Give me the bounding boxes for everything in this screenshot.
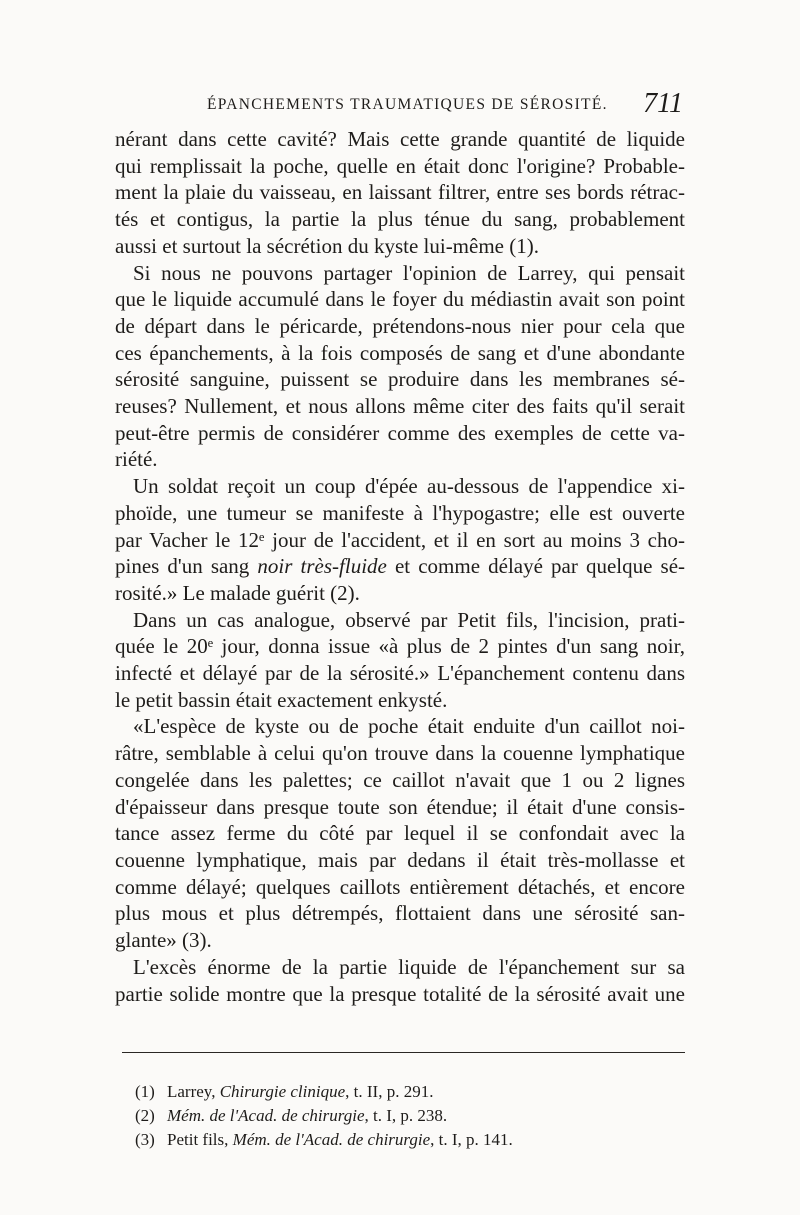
text-line: infecté et délayé par de la sérosité.» L'épanchement contenu dans <box>115 661 685 686</box>
text-line: d'épaisseur dans presque toute son étendue; il était d'une consis- <box>115 794 685 819</box>
page-header <box>115 88 685 120</box>
paragraph-1 <box>115 126 685 260</box>
text-line: rosité.» Le malade guérit (2). <box>115 580 360 605</box>
footnote-text: Petit fils, <box>167 1130 233 1149</box>
italic-run: noir très-fluide <box>257 554 387 579</box>
footnote-text: Larrey, <box>167 1082 220 1101</box>
running-title: ÉPANCHEMENTS TRAUMATIQUES DE SÉROSITÉ. <box>207 96 608 113</box>
footnotes <box>135 1080 675 1152</box>
footnote-2 <box>135 1104 675 1128</box>
text-line: tance assez ferme du côté par lequel il se confondait avec la <box>115 821 685 846</box>
footnote-text: , t. II, p. 291. <box>345 1082 434 1101</box>
text-line: râtre, semblable à celui qu'on trouve dans la couenne lymphatique <box>115 741 685 766</box>
footnote-3 <box>135 1128 675 1152</box>
footnote-text: , t. I, p. 238. <box>364 1106 448 1125</box>
text-line: de départ dans le péricarde, prétendons-nous nier pour cela que <box>115 313 685 338</box>
paragraph-5 <box>115 713 685 953</box>
text-line: qui remplissait la poche, quelle en était donc l'origine? Probable- <box>115 153 685 178</box>
text-line: comme délayé; quelques caillots entièrement détachés, et encore <box>115 874 685 899</box>
text-line: «L'espèce de kyste ou de poche était enduite d'un caillot noi- <box>133 714 685 739</box>
text-line: aussi et surtout la sécrétion du kyste lui-même (1). <box>115 233 539 258</box>
paragraph-4 <box>115 607 685 714</box>
footnote-1 <box>135 1080 675 1104</box>
body-text <box>115 126 685 1007</box>
text-run: et comme délayé par quelque sé- <box>386 554 686 579</box>
text-line: le petit bassin était exactement enkysté. <box>115 687 448 712</box>
text-line: Dans un cas analogue, observé par Petit fils, l'incision, prati- <box>133 607 685 632</box>
text-run: pines d'un sang <box>115 554 258 579</box>
footnote-text: , t. I, p. 141. <box>430 1130 513 1149</box>
text-line: reuses? Nullement, et nous allons même citer des faits qu'il serait <box>115 394 685 419</box>
text-line: riété. <box>115 447 158 472</box>
text-line: glante» (3). <box>115 928 212 953</box>
text-line: par Vacher le 12ᵉ jour de l'accident, et il en sort au moins 3 cho- <box>115 527 685 552</box>
text-line: L'excès énorme de la partie liquide de l'épanchement sur sa <box>133 954 685 979</box>
text-line: Un soldat reçoit un coup d'épée au-dessous de l'appendice xi- <box>133 474 685 499</box>
footnote-number: (1) <box>135 1082 155 1101</box>
text-line: nérant dans cette cavité? Mais cette grande quantité de liquide <box>115 127 685 151</box>
paragraph-3 <box>115 473 685 607</box>
text-line: plus mous et plus détrempés, flottaient dans une sérosité san- <box>115 901 685 926</box>
footnote-italic: Mém. de l'Acad. de chirurgie <box>167 1106 365 1125</box>
text-line: ment la plaie du vaisseau, en laissant filtrer, entre ses bords rétrac- <box>115 180 685 205</box>
text-line: peut-être permis de considérer comme des exemples de cette va- <box>115 420 685 445</box>
text-line: que le liquide accumulé dans le foyer du médiastin avait son point <box>115 287 685 312</box>
footnote-number: (3) <box>135 1130 155 1149</box>
footnote-italic: Chirurgie clinique <box>219 1082 346 1101</box>
text-line: couenne lymphatique, mais par dedans il était très-mollasse et <box>115 847 685 872</box>
text-line: phoïde, une tumeur se manifeste à l'hypogastre; elle est ouverte <box>115 500 685 525</box>
paragraph-6 <box>115 954 685 1007</box>
text-line: ces épanchements, à la fois composés de sang et d'une abondante <box>115 340 685 365</box>
page-number: 711 <box>643 88 683 119</box>
text-line-mixed <box>115 553 685 580</box>
text-line: quée le 20ᵉ jour, donna issue «à plus de 2 pintes d'un sang noir, <box>115 634 685 659</box>
footnote-italic: Mém. de l'Acad. de chirurgie <box>232 1130 431 1149</box>
text-line: tés et contigus, la partie la plus ténue du sang, probablement <box>115 207 685 232</box>
text-line: partie solide montre que la presque totalité de la sérosité avait une <box>115 981 685 1006</box>
footnote-separator <box>122 1052 685 1053</box>
footnote-number: (2) <box>135 1106 155 1125</box>
text-line: sérosité sanguine, puissent se produire dans les membranes sé- <box>115 367 685 392</box>
paragraph-2 <box>115 260 685 474</box>
text-line: congelée dans les palettes; ce caillot n'avait que 1 ou 2 lignes <box>115 767 685 792</box>
text-line: Si nous ne pouvons partager l'opinion de Larrey, qui pensait <box>133 260 685 285</box>
